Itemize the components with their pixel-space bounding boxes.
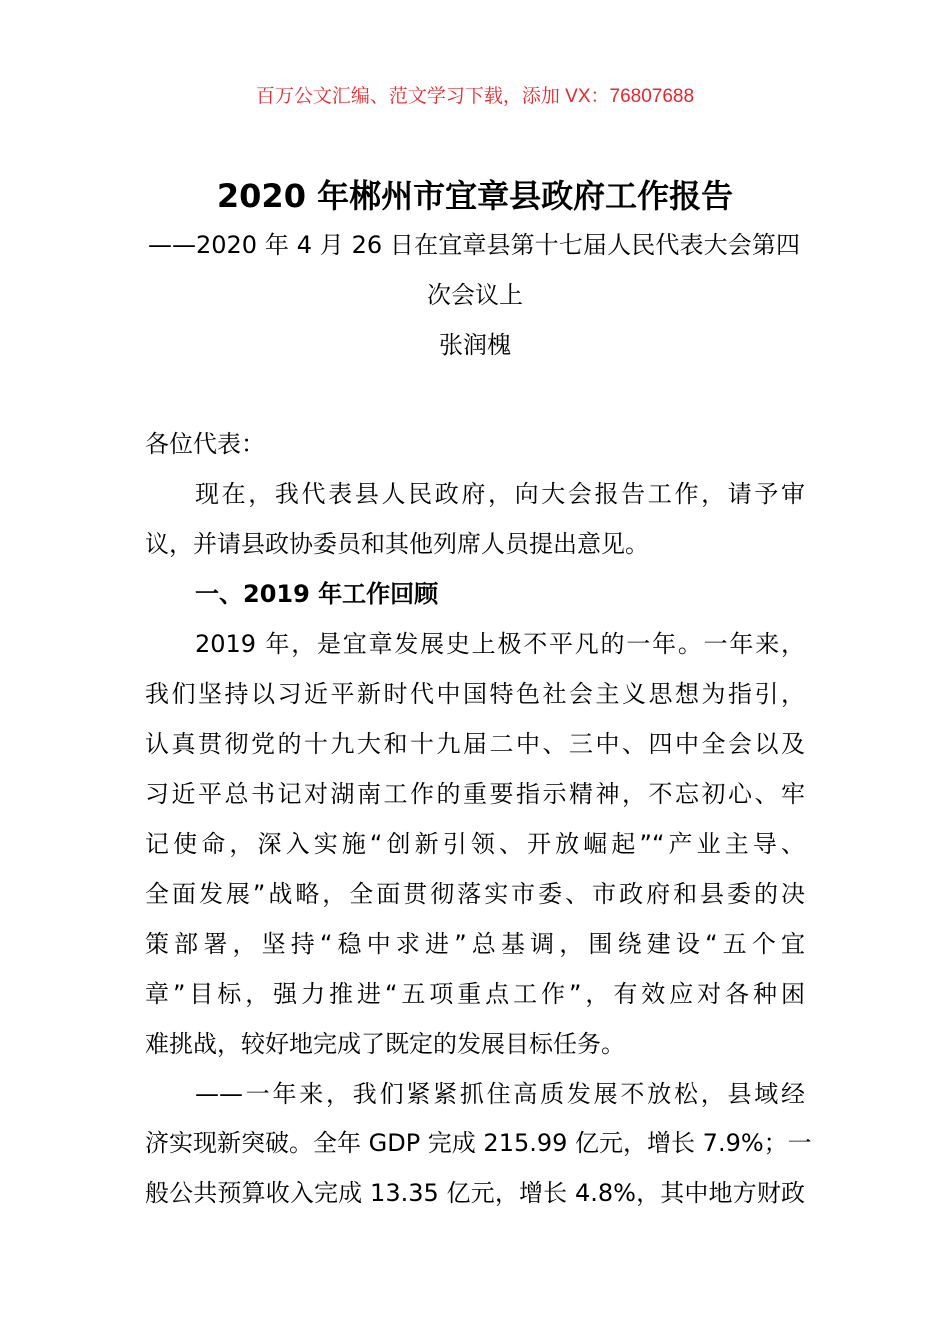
body-line: 记使命，深入实施“创新引领、开放崛起”“产业主导、 xyxy=(145,830,805,858)
author-name: 张润槐 xyxy=(439,331,511,359)
document-title: 2020 年郴州市宜章县政府工作报告 xyxy=(216,177,734,215)
watermark-banner: 百万公文汇编、范文学习下载，添加 VX：76807688 xyxy=(255,86,695,107)
body-line: 2019 年，是宜章发展史上极不平凡的一年。一年来， xyxy=(195,630,805,658)
body-line: 全面发展”战略，全面贯彻落实市委、市政府和县委的决 xyxy=(145,880,805,908)
body-line: 我们坚持以习近平新时代中国特色社会主义思想为指引， xyxy=(145,680,805,708)
body-line: 般公共预算收入完成 13.35 亿元，增长 4.8%，其中地方财政 xyxy=(145,1179,805,1207)
body-line: ——一年来，我们紧紧抓住高质发展不放松，县域经 xyxy=(195,1080,805,1108)
body-line: 议，并请县政协委员和其他列席人员提出意见。 xyxy=(145,530,649,558)
body-line: 章”目标，强力推进“五项重点工作”，有效应对各种困 xyxy=(145,980,805,1008)
body-line: 现在，我代表县人民政府，向大会报告工作，请予审 xyxy=(195,480,805,508)
salutation: 各位代表： xyxy=(145,430,265,458)
subtitle-line: ——2020 年 4 月 26 日在宜章县第十七届人民代表大会第四 xyxy=(148,231,800,259)
body-line: 济实现新突破。全年 GDP 完成 215.99 亿元，增长 7.9%；一 xyxy=(145,1129,812,1157)
body-line: 习近平总书记对湖南工作的重要指示精神，不忘初心、牢 xyxy=(145,780,805,808)
subtitle-line: 次会议上 xyxy=(427,281,523,309)
section-heading: 一、2019 年工作回顾 xyxy=(195,580,439,608)
body-line: 难挑战，较好地完成了既定的发展目标任务。 xyxy=(145,1030,625,1058)
body-line: 认真贯彻党的十九大和十九届二中、三中、四中全会以及 xyxy=(145,730,805,758)
body-line: 策部署，坚持“稳中求进”总基调，围绕建设“五个宜 xyxy=(145,930,805,958)
